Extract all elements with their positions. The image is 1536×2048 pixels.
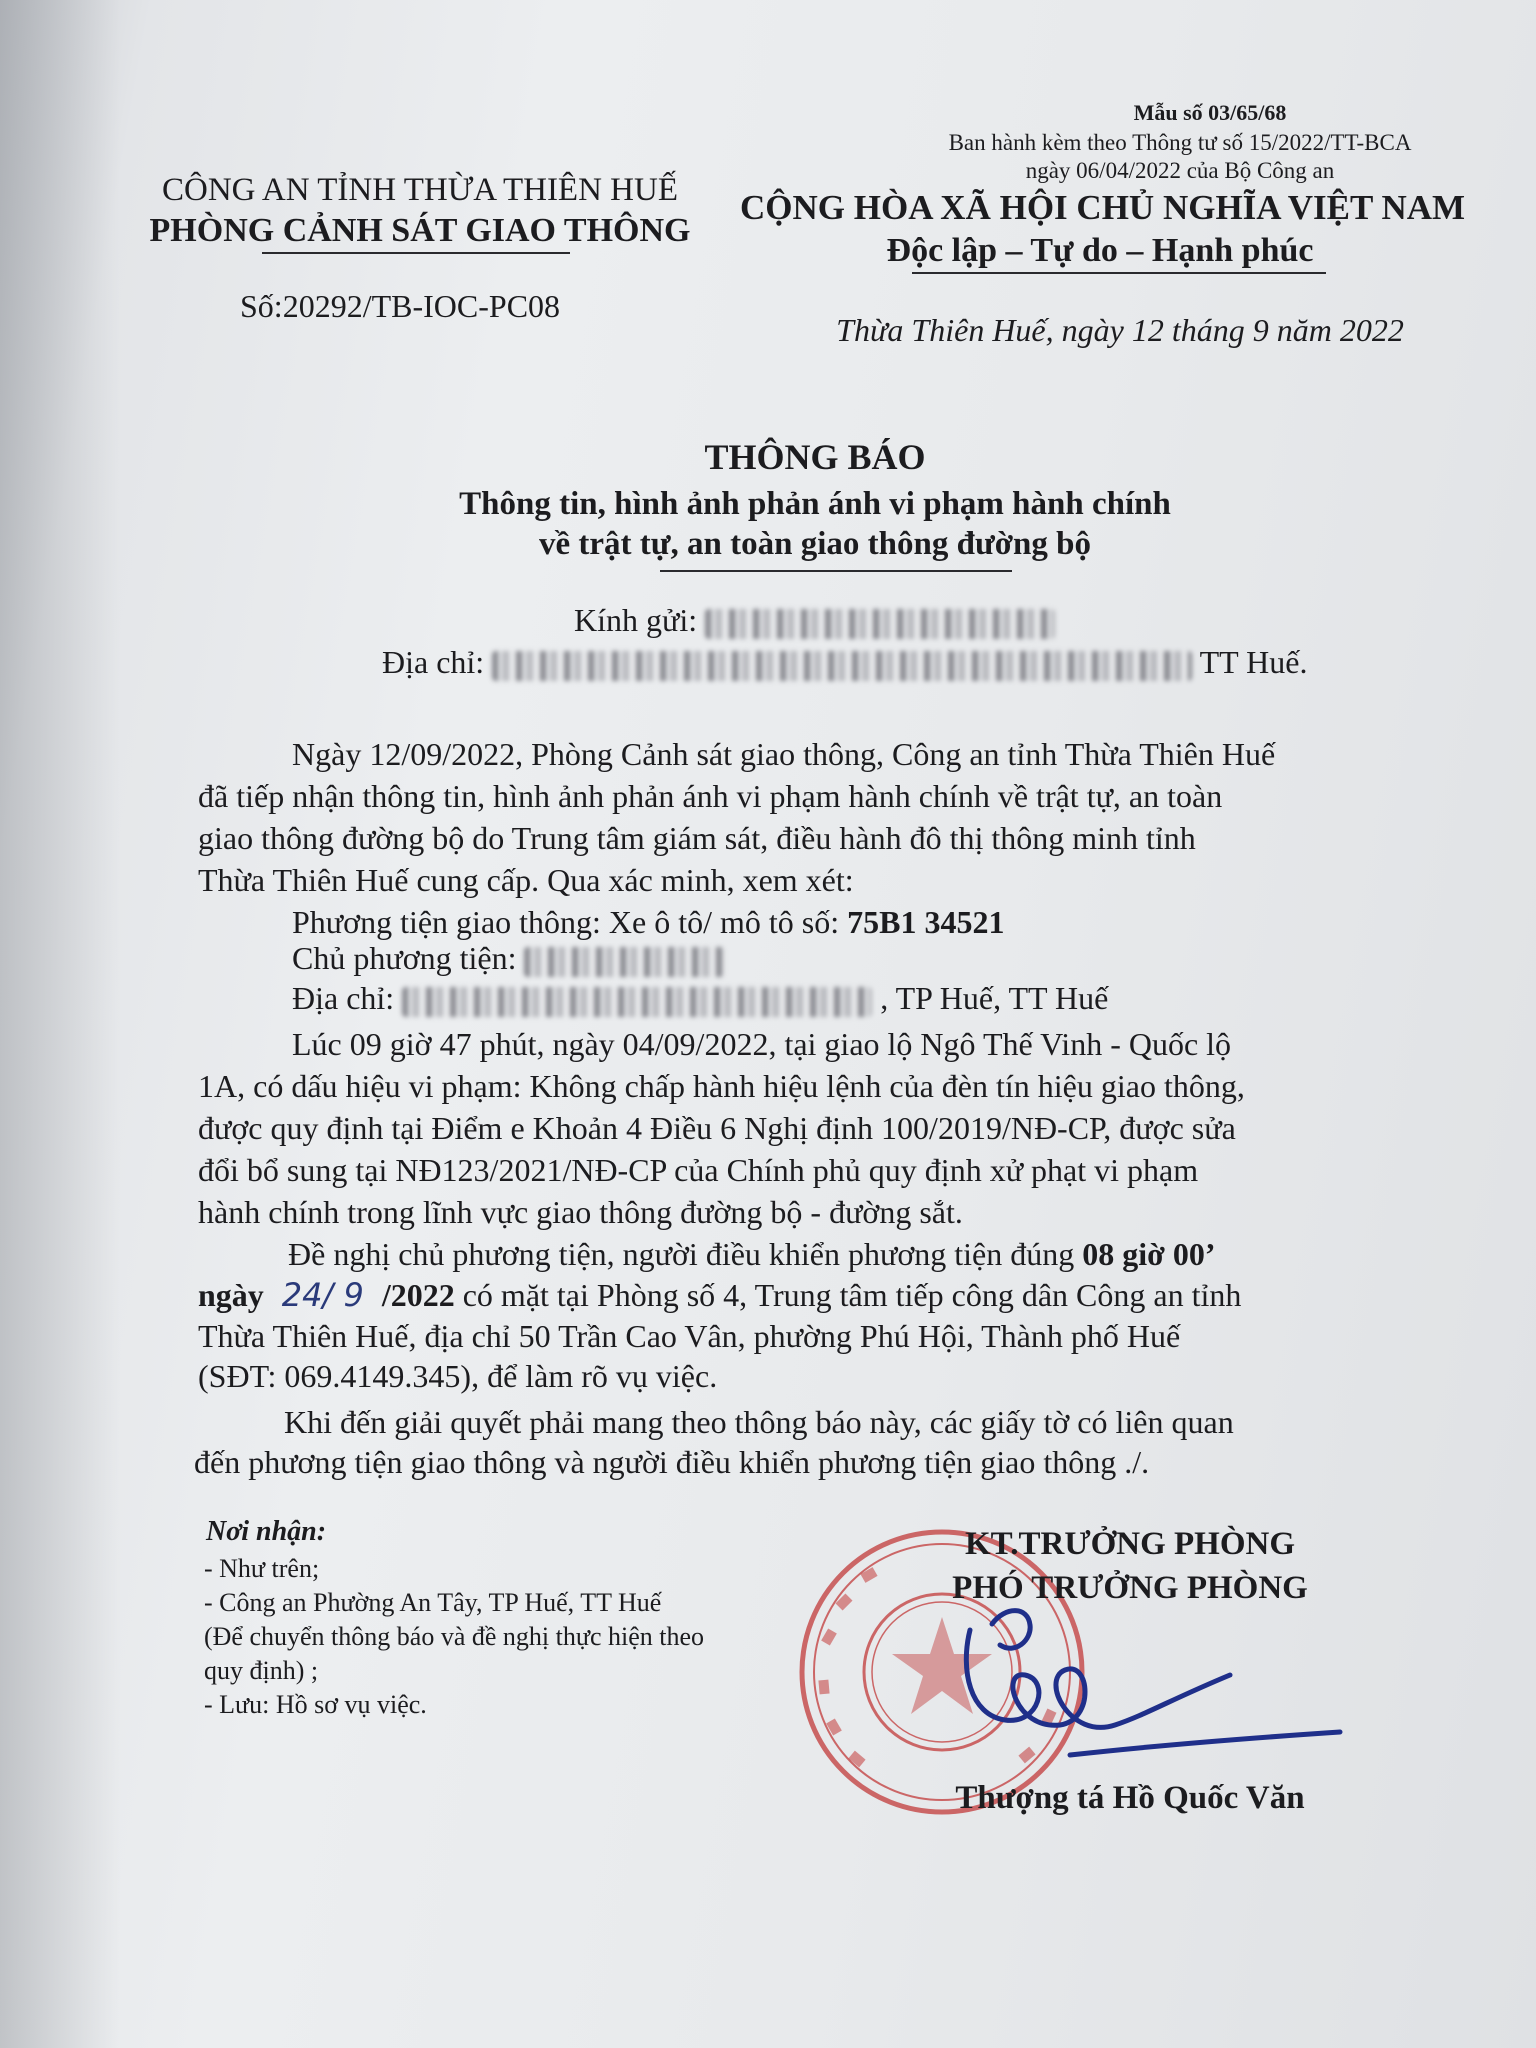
appointment-line — [288, 1236, 1488, 1273]
owner-address-line — [292, 980, 1492, 1017]
body-line: đã tiếp nhận thông tin, hình ảnh phản ánh vi phạm hành chính về trật tự, an toàn — [198, 778, 1223, 814]
recipient-address-suffix: TT Huế. — [1199, 644, 1308, 680]
signature-title-1: KT.TRƯỞNG PHÒNG — [965, 1526, 1295, 1562]
redacted-owner-address — [402, 987, 872, 1017]
org-underline — [262, 252, 570, 254]
appointment-place: có mặt tại Phòng số 4, Trung tâm tiếp công dân Công an tỉnh — [462, 1277, 1242, 1313]
owner-line — [292, 940, 1492, 977]
owner-label: Chủ phương tiện: — [292, 940, 517, 976]
body-line: hành chính trong lĩnh vực giao thông đường bộ - đường sắt. — [198, 1194, 963, 1230]
body-line: giao thông đường bộ do Trung tâm giám sát, điều hành đô thị thông minh tỉnh — [198, 820, 1196, 856]
recipient-item: - Lưu: Hồ sơ vụ việc. — [204, 1690, 427, 1719]
redacted-recipient-name — [705, 609, 1055, 639]
org-name: PHÒNG CẢNH SÁT GIAO THÔNG — [149, 212, 691, 249]
redacted-recipient-address — [492, 651, 1192, 681]
body-line: Khi đến giải quyết phải mang theo thông báo này, các giấy tờ có liên quan — [284, 1404, 1234, 1440]
form-number: Mẫu số 03/65/68 — [1133, 100, 1287, 125]
country-motto: Độc lập – Tự do – Hạnh phúc — [886, 232, 1314, 269]
owner-address-label: Địa chỉ: — [292, 980, 395, 1016]
form-issued-date: ngày 06/04/2022 của Bộ Công an — [1025, 158, 1335, 183]
body-line: Ngày 12/09/2022, Phòng Cảnh sát giao thông, Công an tỉnh Thừa Thiên Huế — [292, 736, 1276, 772]
appointment-date-line — [198, 1276, 1398, 1314]
document-subtitle-1: Thông tin, hình ảnh phản ánh vi phạm hành chính — [459, 486, 1171, 522]
body-line: Thừa Thiên Huế cung cấp. Qua xác minh, xem xét: — [198, 862, 854, 898]
recipient-address-line — [382, 644, 1307, 681]
signature-title-2: PHÓ TRƯỞNG PHÒNG — [952, 1570, 1308, 1606]
recipient-address-label: Địa chỉ: — [382, 644, 485, 680]
body-line: đổi bổ sung tại NĐ123/2021/NĐ-CP của Chính phủ quy định xử phạt vi phạm — [198, 1152, 1199, 1188]
vehicle-label: Phương tiện giao thông: Xe ô tô/ mô tô số: — [292, 904, 840, 940]
body-line: 1A, có dấu hiệu vi phạm: Không chấp hành hiệu lệnh của đèn tín hiệu giao thông, — [198, 1068, 1245, 1104]
appointment-text: Đề nghị chủ phương tiện, người điều khiển phương tiện đúng — [288, 1236, 1075, 1272]
date-line: Thừa Thiên Huế, ngày 12 tháng 9 năm 2022 — [836, 312, 1404, 348]
vehicle-plate: 75B1 34521 — [847, 904, 1005, 940]
body-line: đến phương tiện giao thông và người điều khiển phương tiện giao thông ./. — [194, 1444, 1150, 1480]
body-line: được quy định tại Điểm e Khoản 4 Điều 6 Nghị định 100/2019/NĐ-CP, được sửa — [198, 1110, 1236, 1146]
owner-address-suffix: , TP Huế, TT Huế — [880, 980, 1109, 1016]
subtitle-underline — [660, 570, 1012, 572]
recipient-item: - Công an Phường An Tây, TP Huế, TT Huế — [204, 1588, 662, 1617]
recipient-item: - Như trên; — [204, 1554, 320, 1583]
body-line: Lúc 09 giờ 47 phút, ngày 04/09/2022, tại giao lộ Ngô Thế Vinh - Quốc lộ — [292, 1026, 1232, 1062]
handwritten-date: 24/ 9 — [281, 1276, 364, 1314]
recipient-item: (Để chuyển thông báo và đề nghị thực hiện theo — [204, 1622, 705, 1651]
form-issued-line: Ban hành kèm theo Thông tư số 15/2022/TT-BCA — [948, 130, 1412, 155]
handwritten-signature — [930, 1600, 1350, 1770]
appointment-day-label: ngày — [198, 1277, 264, 1313]
document-title: THÔNG BÁO — [704, 437, 926, 477]
recipient-label: Kính gửi: — [574, 602, 698, 638]
motto-underline — [912, 272, 1326, 274]
appointment-time: 08 giờ 00’ — [1082, 1236, 1216, 1272]
recipient-line — [574, 602, 1055, 639]
signer-name: Thượng tá Hồ Quốc Văn — [955, 1780, 1305, 1816]
recipient-item: quy định) ; — [204, 1656, 319, 1685]
org-parent: CÔNG AN TỈNH THỪA THIÊN HUẾ — [161, 172, 678, 208]
recipients-title: Nơi nhận: — [206, 1516, 327, 1547]
appointment-year: /2022 — [381, 1277, 455, 1313]
vehicle-line — [292, 904, 1492, 941]
body-line: Thừa Thiên Huế, địa chỉ 50 Trần Cao Vân, phường Phú Hội, Thành phố Huế — [198, 1318, 1181, 1354]
document-subtitle-2: về trật tự, an toàn giao thông đường bộ — [538, 526, 1091, 562]
country-name: CỘNG HÒA XÃ HỘI CHỦ NGHĨA VIỆT NAM — [740, 188, 1466, 227]
page-shadow — [0, 0, 120, 2048]
document-number: Số:20292/TB-IOC-PC08 — [240, 288, 561, 324]
body-line: (SĐT: 069.4149.345), để làm rõ vụ việc. — [198, 1358, 718, 1394]
redacted-owner-name — [524, 947, 724, 977]
